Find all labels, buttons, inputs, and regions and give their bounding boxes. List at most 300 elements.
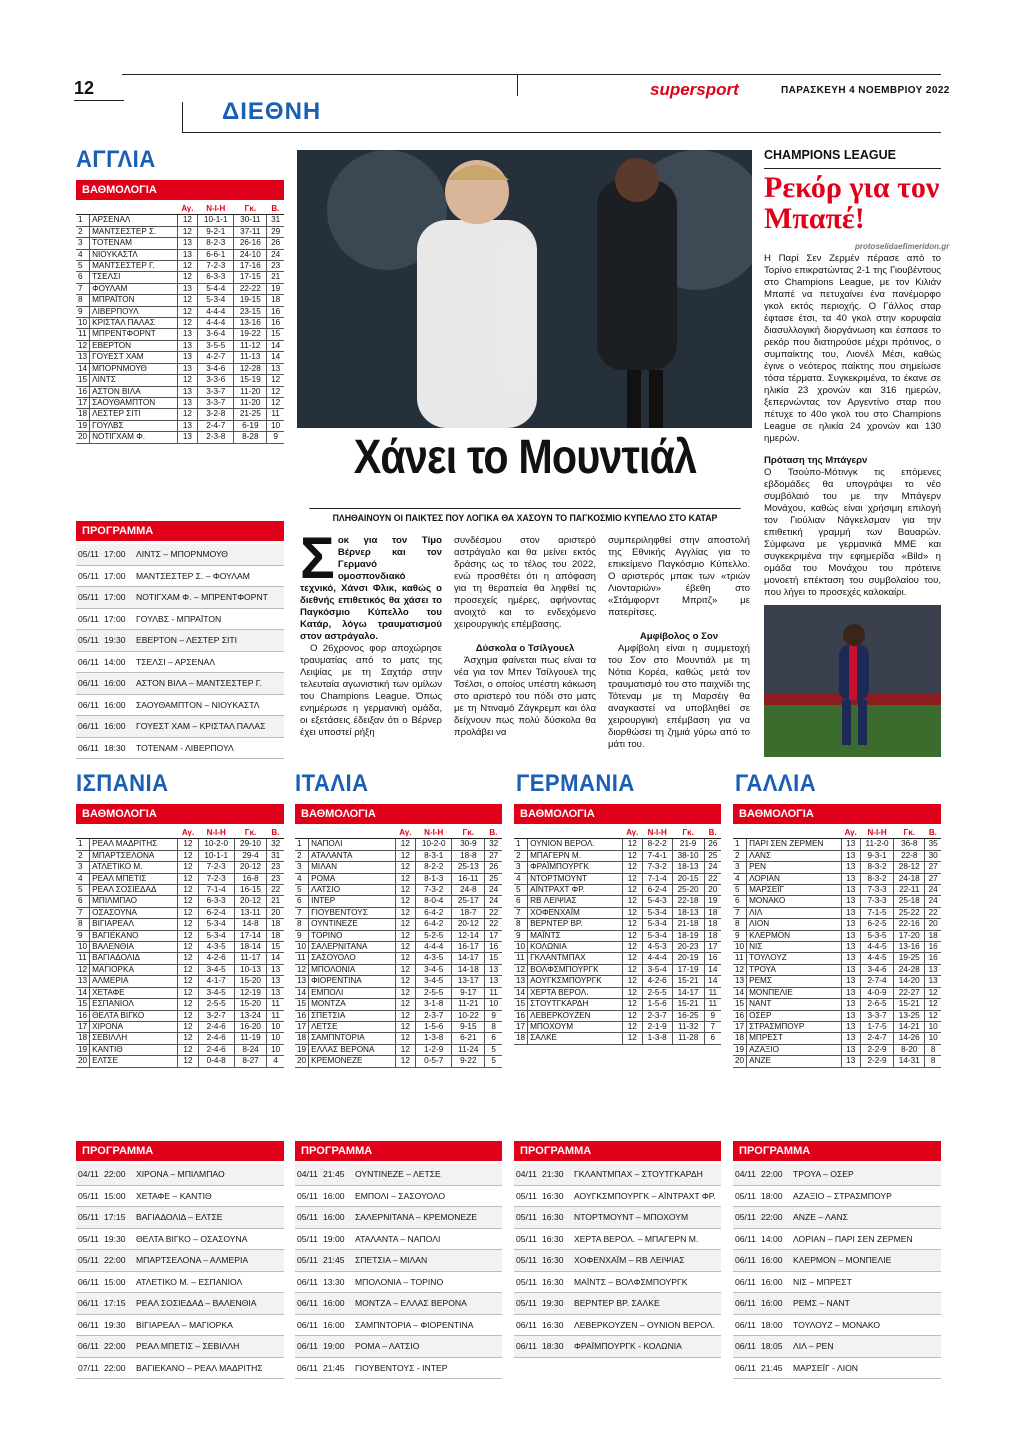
match-time: 21:45: [761, 1362, 783, 1373]
row-team: ΜΠΟΛΟΝΙΑ: [309, 964, 396, 975]
row-goals: 14-8: [234, 919, 267, 930]
row-team: ΛΙΝΤΣ: [90, 375, 178, 386]
row-points: 24: [925, 885, 941, 896]
row-goals: 11-20: [234, 386, 267, 397]
row-points: 16: [267, 318, 284, 329]
table-row: [295, 896, 502, 907]
row-rank: 1: [76, 215, 90, 226]
match-time: 14:00: [104, 656, 126, 667]
table-row: [733, 896, 941, 907]
row-games: 12: [622, 1021, 642, 1032]
page-number-rule: [74, 100, 124, 101]
england-title: ΑΓΓΛΙΑ: [76, 146, 156, 173]
row-rank: 5: [733, 885, 747, 896]
row-team: ΡΟΜΑ: [309, 873, 396, 884]
row-goals: 11-13: [234, 352, 267, 363]
list-item: [733, 1207, 941, 1229]
row-wdl: 4-2-6: [198, 953, 234, 964]
row-goals: 20-12: [234, 896, 267, 907]
match-teams: ΛΙΝΤΣ – ΜΠΟΡΝΜΟΥΘ: [136, 549, 228, 559]
row-wdl: 3-5-4: [642, 964, 672, 975]
row-points: 10: [267, 1044, 284, 1055]
row-points: 32: [267, 839, 284, 850]
row-team: ΕΛΤΣΕ: [90, 1056, 178, 1067]
match-date: 06/11: [297, 1319, 318, 1330]
row-team: ΑΟΥΓΚΣΜΠΟΥΡΓΚ: [528, 976, 623, 987]
match-date: 05/11: [297, 1255, 318, 1265]
list-item: [295, 1207, 502, 1229]
row-wdl: 7-4-1: [642, 850, 672, 861]
header-rule-top-right: [517, 74, 941, 75]
match-time: 16:30: [542, 1255, 564, 1265]
row-rank: 10: [514, 942, 528, 953]
row-points: 8: [485, 1021, 502, 1032]
france-col-points: Β.: [925, 828, 941, 839]
row-rank: 13: [76, 976, 90, 987]
row-team: ΣΑΟΥΘΑΜΠΤΟΝ: [90, 397, 178, 408]
row-games: 12: [622, 953, 642, 964]
match-teams: ΣΑΟΥΘΑΜΠΤΟΝ – ΝΙΟΥΚΑΣΤΛ: [136, 699, 260, 710]
row-wdl: 3-3-7: [198, 397, 234, 408]
match-date: 05/11: [516, 1233, 537, 1244]
row-rank: 4: [295, 873, 309, 884]
row-games: 12: [622, 942, 642, 953]
row-games: 13: [841, 885, 860, 896]
row-wdl: 3-1-8: [416, 999, 452, 1010]
match-date: 06/11: [516, 1319, 537, 1330]
row-team: ΡΕΝ: [747, 862, 841, 873]
row-wdl: 4-5-3: [642, 942, 672, 953]
row-games: 13: [841, 839, 860, 850]
row-games: 12: [622, 1010, 642, 1021]
row-wdl: 3-2-7: [198, 1010, 234, 1021]
row-games: 12: [178, 964, 198, 975]
match-time: 19:00: [323, 1233, 345, 1244]
row-team: ΛΕΒΕΡΚΟΥΖΕΝ: [528, 1010, 623, 1021]
row-points: 23: [267, 873, 284, 884]
table-row: [733, 987, 941, 998]
header-date: ΠΑΡΑΣΚΕΥΗ 4 ΝΟΕΜΒΡΙΟΥ 2022: [781, 85, 950, 96]
match-time: 22:00: [104, 1341, 126, 1351]
table-row: [514, 873, 721, 884]
match-time: 16:00: [761, 1298, 783, 1308]
row-games: 12: [622, 987, 642, 998]
row-wdl: 2-2-9: [860, 1044, 893, 1055]
list-item: [295, 1272, 502, 1294]
row-points: 24: [704, 862, 721, 873]
side-kicker-rule: [764, 168, 941, 169]
row-goals: 23-15: [234, 306, 267, 317]
row-games: 12: [395, 919, 415, 930]
row-points: 12: [925, 987, 941, 998]
list-item: [295, 1250, 502, 1272]
row-rank: 4: [733, 873, 747, 884]
row-rank: 14: [514, 987, 528, 998]
row-wdl: 3-4-5: [416, 964, 452, 975]
section-title: ΔΙΕΘΝΗ: [222, 98, 322, 125]
row-wdl: 5-2-5: [416, 930, 452, 941]
article-p2: συνδέσμου στον αριστερό αστράγαλο και θα μείνει εκτός δράσης ως το τέλος του 2022, ενώ προσθέτει ότι η απόφαση για τη θεραπεία θα ληφθεί τις προσεχείς ημέρες, αφήνοντας ανοιχτό και το ενδεχόμενο χειρουργικής επέμβασης.: [454, 535, 596, 630]
side-watermark: protoselidaefimeridon.gr: [855, 242, 950, 251]
match-teams: ΑΤΛΕΤΙΚΟ Μ. – ΕΣΠΑΝΙΟΛ: [136, 1276, 243, 1287]
table-row: [76, 907, 284, 918]
row-goals: 17-19: [672, 964, 704, 975]
row-points: 26: [704, 839, 721, 850]
row-rank: 8: [76, 919, 90, 930]
row-games: 12: [622, 919, 642, 930]
row-games: 12: [177, 295, 197, 306]
row-points: 18: [925, 930, 941, 941]
match-time: 22:00: [104, 1255, 126, 1265]
match-teams: ΧΟΦΕΝΧΑΪΜ – RB ΛΕΙΨΙΑΣ: [574, 1255, 685, 1265]
side-kicker: CHAMPIONS LEAGUE: [764, 148, 896, 162]
row-wdl: 3-4-6: [860, 964, 893, 975]
row-rank: 1: [295, 839, 309, 850]
france-schedule: [733, 1164, 941, 1379]
france-standings-bar: ΒΑΘΜΟΛΟΓΙΑ: [733, 804, 941, 824]
row-wdl: 2-4-6: [198, 1021, 234, 1032]
row-goals: 16-11: [452, 873, 485, 884]
row-team: ΟΣΑΣΟΥΝΑ: [90, 907, 178, 918]
row-points: 18: [704, 919, 721, 930]
row-points: 16: [925, 942, 941, 953]
match-date: 04/11: [297, 1169, 318, 1179]
row-games: 12: [622, 850, 642, 861]
match-teams: ΡΕΜΣ – ΝΑΝΤ: [793, 1298, 850, 1308]
france-col-team: [747, 828, 841, 839]
england-standings-table: [76, 204, 284, 444]
row-goals: 25-18: [894, 896, 925, 907]
table-row: [76, 930, 284, 941]
match-date: 05/11: [735, 1212, 756, 1222]
italy-title: ΙΤΑΛΙΑ: [295, 770, 369, 797]
match-date: 05/11: [78, 1212, 99, 1222]
table-row: [295, 987, 502, 998]
spain-standings-bar: ΒΑΘΜΟΛΟΓΙΑ: [76, 804, 284, 824]
row-points: 30: [925, 850, 941, 861]
match-teams: ΤΣΕΛΣΙ – ΑΡΣΕΝΑΛ: [136, 656, 216, 667]
row-rank: 16: [295, 1010, 309, 1021]
row-games: 12: [622, 999, 642, 1010]
row-team: ΚΑΝΤΙΘ: [90, 1044, 178, 1055]
list-item: [514, 1250, 721, 1272]
row-goals: 11-12: [234, 340, 267, 351]
row-wdl: 7-3-3: [860, 896, 893, 907]
row-team: ΙΝΤΕΡ: [309, 896, 396, 907]
row-games: 12: [622, 896, 642, 907]
germany-col-games: Αγ.: [622, 828, 642, 839]
row-team: ΑΛΜΕΡΙΑ: [90, 976, 178, 987]
list-item: [514, 1207, 721, 1229]
row-points: 22: [485, 919, 502, 930]
row-points: 14: [267, 352, 284, 363]
row-goals: 18-19: [672, 930, 704, 941]
match-date: 06/11: [297, 1341, 318, 1351]
italy-col-games: Αγ.: [395, 828, 415, 839]
match-time: 16:30: [542, 1212, 564, 1222]
row-team: ΜΟΝΤΖΑ: [309, 999, 396, 1010]
row-wdl: 6-2-5: [860, 919, 893, 930]
list-item: [76, 1336, 284, 1358]
row-goals: 18-14: [234, 942, 267, 953]
row-team: ΒΑΛΕΝΘΙΑ: [90, 942, 178, 953]
row-rank: 14: [76, 363, 90, 374]
table-row: [733, 1056, 941, 1067]
match-teams: ΡΕΑΛ ΣΟΣΙΕΔΑΔ – ΒΑΛΕΝΘΙΑ: [136, 1298, 257, 1308]
row-games: 12: [395, 953, 415, 964]
side-photo: [764, 605, 941, 757]
match-teams: ΕΒΕΡΤΟΝ – ΛΕΣΤΕΡ ΣΙΤΙ: [136, 635, 238, 645]
table-row: [76, 226, 284, 237]
row-team: ΦΡΑΪΜΠΟΥΡΓΚ: [528, 862, 623, 873]
row-wdl: 7-1-4: [198, 885, 234, 896]
row-rank: 2: [733, 850, 747, 861]
row-games: 13: [177, 363, 197, 374]
row-goals: 8-27: [234, 1056, 267, 1067]
row-goals: 14-18: [452, 964, 485, 975]
row-goals: 29-4: [234, 850, 267, 861]
match-time: 16:00: [104, 721, 126, 731]
row-team: ΕΒΕΡΤΟΝ: [90, 340, 178, 351]
row-wdl: 1-2-9: [416, 1044, 452, 1055]
match-time: 16:30: [542, 1276, 564, 1287]
match-teams: ΜΑΝΤΣΕΣΤΕΡ Σ. – ΦΟΥΛΑΜ: [136, 570, 250, 581]
row-wdl: 4-4-4: [198, 318, 234, 329]
row-points: 13: [485, 976, 502, 987]
row-team: ΤΟΡΙΝΟ: [309, 930, 396, 941]
table-row: [295, 1056, 502, 1067]
row-goals: 17-14: [234, 930, 267, 941]
row-goals: 20-23: [672, 942, 704, 953]
row-points: 13: [925, 976, 941, 987]
match-date: 07/11: [78, 1362, 99, 1373]
table-row: [76, 987, 284, 998]
italy-col-points: Β.: [485, 828, 502, 839]
match-date: 05/11: [297, 1233, 318, 1244]
row-team: ΟΥΝΤΙΝΕΖΕ: [309, 919, 396, 930]
germany-schedule: [514, 1164, 721, 1358]
row-team: ΜΙΛΑΝ: [309, 862, 396, 873]
match-teams: ΛΙΛ – ΡΕΝ: [793, 1341, 834, 1351]
table-row: [733, 885, 941, 896]
row-rank: 10: [733, 942, 747, 953]
table-row: [76, 976, 284, 987]
row-rank: 8: [514, 919, 528, 930]
row-points: 8: [925, 1056, 941, 1067]
row-goals: 17-16: [234, 261, 267, 272]
row-goals: 9-22: [452, 1056, 485, 1067]
row-games: 12: [177, 318, 197, 329]
row-rank: 9: [76, 930, 90, 941]
row-rank: 9: [76, 306, 90, 317]
row-points: 9: [704, 1010, 721, 1021]
row-rank: 7: [733, 907, 747, 918]
row-wdl: 5-3-4: [198, 919, 234, 930]
england-header-row: [76, 204, 284, 215]
row-games: 12: [178, 1056, 198, 1067]
match-date: 06/11: [78, 1276, 99, 1287]
germany-col-wdl: Ν-Ι-Η: [642, 828, 672, 839]
row-rank: 17: [733, 1021, 747, 1032]
row-games: 12: [177, 226, 197, 237]
row-team: ΧΕΤΑΦΕ: [90, 987, 178, 998]
list-item: [295, 1164, 502, 1186]
row-games: 12: [178, 907, 198, 918]
row-team: ΒΑΓΙΕΚΑΝΟ: [90, 930, 178, 941]
list-item: [76, 673, 284, 695]
match-time: 16:30: [542, 1319, 564, 1330]
row-wdl: 6-6-1: [198, 249, 234, 260]
row-points: 18: [704, 930, 721, 941]
row-goals: 22-11: [894, 885, 925, 896]
row-goals: 11-28: [672, 1033, 704, 1044]
row-games: 12: [395, 850, 415, 861]
row-points: 27: [925, 873, 941, 884]
match-time: 16:00: [323, 1212, 345, 1222]
row-wdl: 7-2-3: [198, 873, 234, 884]
list-item: [733, 1186, 941, 1208]
row-team: ΣΠΕΤΣΙΑ: [309, 1010, 396, 1021]
article-p4: συμπεριληφθεί στην αποστολή της Εθνικής Αγγλίας για το επικείμενο Παγκόσμιο Κύπελλο. Ο αριστερός μπακ των «τριών Λιονταριών» έβεθη στο «Στάμφορντ Μπριτζ» με πατερίτσες.: [608, 535, 750, 618]
table-row: [76, 215, 284, 226]
row-team: ΑΡΣΕΝΑΛ: [90, 215, 178, 226]
table-row: [295, 907, 502, 918]
match-teams: ΣΑΛΕΡΝΙΤΑΝΑ – ΚΡΕΜΟΝΕΖΕ: [355, 1212, 478, 1222]
row-rank: 16: [733, 1010, 747, 1021]
match-teams: ΜΠΟΛΟΝΙΑ – ΤΟΡΙΝΟ: [355, 1276, 444, 1287]
row-goals: 26-16: [234, 238, 267, 249]
match-date: 06/11: [735, 1255, 756, 1265]
match-time: 16:00: [323, 1298, 345, 1308]
row-games: 12: [395, 999, 415, 1010]
row-rank: 12: [514, 964, 528, 975]
row-rank: 15: [733, 999, 747, 1010]
table-row: [76, 249, 284, 260]
row-wdl: 5-3-4: [198, 295, 234, 306]
row-goals: 22-16: [894, 919, 925, 930]
row-rank: 19: [76, 1044, 90, 1055]
row-goals: 18-8: [452, 850, 485, 861]
row-rank: 19: [733, 1044, 747, 1055]
row-wdl: 2-3-7: [642, 1010, 672, 1021]
row-rank: 13: [514, 976, 528, 987]
row-points: 11: [485, 987, 502, 998]
row-wdl: 3-3-6: [198, 375, 234, 386]
row-team: ΟΥΝΙΟΝ ΒΕΡΟΛ.: [528, 839, 623, 850]
article-col-1: [300, 526, 442, 739]
row-team: ΡΕΑΛ ΜΑΔΡΙΤΗΣ: [90, 839, 178, 850]
article-p1: Ο 26χρονος φορ αποχώρησε τραυματίας από το ματς της Λειψίας με τη Σαχτάρ στην τελευταία αγωνιστική των ομίλων του Champions League. Όπως ενημέρωσε η γερμανική ομάδα, οι εξετάσεις έδειξαν ότι ο Βέρνερ έχει υποστεί ρήξη: [300, 643, 442, 738]
list-item: [514, 1229, 721, 1251]
row-goals: 25-20: [672, 885, 704, 896]
row-team: ΕΛΛΑΣ ΒΕΡΟΝΑ: [309, 1044, 396, 1055]
table-row: [295, 953, 502, 964]
row-goals: 11-24: [452, 1044, 485, 1055]
row-games: 12: [622, 964, 642, 975]
row-points: 15: [267, 942, 284, 953]
row-team: ΑΤΑΛΑΝΤΑ: [309, 850, 396, 861]
row-wdl: 2-3-8: [198, 432, 234, 443]
row-goals: 22-8: [894, 850, 925, 861]
spain-schedule: [76, 1164, 284, 1379]
row-rank: 4: [76, 249, 90, 260]
row-wdl: 2-4-6: [198, 1033, 234, 1044]
match-date: 05/11: [78, 1255, 99, 1265]
row-team: ΛΕΤΣΕ: [309, 1021, 396, 1032]
match-time: 16:30: [542, 1233, 564, 1244]
row-points: 17: [485, 930, 502, 941]
row-team: ΒΑΓΙΑΔΟΛΙΔ: [90, 953, 178, 964]
row-goals: 15-21: [672, 976, 704, 987]
row-wdl: 7-2-3: [198, 261, 234, 272]
table-row: [76, 896, 284, 907]
row-goals: 37-11: [234, 226, 267, 237]
row-points: 22: [704, 873, 721, 884]
row-games: 13: [841, 1033, 860, 1044]
row-rank: 20: [733, 1056, 747, 1067]
match-date: 04/11: [516, 1169, 537, 1179]
row-goals: 10-22: [452, 1010, 485, 1021]
table-row: [733, 942, 941, 953]
row-games: 13: [841, 907, 860, 918]
row-wdl: 2-2-9: [860, 1056, 893, 1067]
row-team: ΜΠΟΧΟΥΜ: [528, 1021, 623, 1032]
row-points: 10: [925, 1033, 941, 1044]
match-time: 16:00: [761, 1255, 783, 1265]
row-rank: 12: [295, 964, 309, 975]
row-wdl: 2-7-4: [860, 976, 893, 987]
row-team: ΦΟΥΛΑΜ: [90, 283, 178, 294]
row-team: ΓΚΛΑΝΤΜΠΑΧ: [528, 953, 623, 964]
match-time: 18:00: [761, 1319, 783, 1330]
row-team: ΚΛΕΡΜΟΝ: [747, 930, 841, 941]
row-games: 13: [841, 1010, 860, 1021]
row-rank: 20: [76, 432, 90, 443]
row-points: 32: [485, 839, 502, 850]
row-goals: 36-8: [894, 839, 925, 850]
france-col-wdl: Ν-Ι-Η: [860, 828, 893, 839]
row-rank: 8: [733, 919, 747, 930]
row-team: ΚΡΙΣΤΑΛ ΠΑΛΑΣ: [90, 318, 178, 329]
list-item: [514, 1293, 721, 1315]
list-item: [76, 1164, 284, 1186]
side-p1: Η Παρί Σεν Ζερμέν πέρασε από το Τορίνο επικρατώντας 2-1 της Γιουβέντους στο Champions League, με τον Κιλιάν Μπαπέ να πετυχαίνει ένα πανέμορφο γκολ εκτός περιοχής. Ο Γάλλος σταρ έφτασε έτσι, τα 40 γκολ στην κορυφαία διασυλλογική διοργάνωση και έσπασε το ρεκόρ που διατηρούσε μέχρι πρότινος, ο συμπαίκτης του, Λιονέλ Μέσι, καθώς έγινε ο νεότερος παίκτης που σημείωσε τόσα τέρματα. Συγκεκριμένα, το έκανε σε ηλικία 23 χρονών και 316 ημερών, ξεπερνώντας τον Αργεντίνο σταρ που πέτυχε το 40ο γκολ του στο Champions League σε ηλικία 24 χρονών και 130 ημερών.: [764, 253, 941, 444]
table-row: [514, 885, 721, 896]
match-teams: ΑΣΤΟΝ ΒΙΛΑ – ΜΑΝΤΣΕΣΤΕΡ Γ.: [136, 678, 262, 688]
italy-col-team: [309, 828, 396, 839]
match-teams: ΤΡΟΥΑ – ΟΣΕΡ: [793, 1169, 854, 1179]
table-row: [295, 1044, 502, 1055]
table-row: [514, 907, 721, 918]
row-points: 31: [267, 215, 284, 226]
row-rank: 3: [76, 862, 90, 873]
row-games: 12: [395, 896, 415, 907]
row-wdl: 10-1-1: [198, 215, 234, 226]
row-goals: 8-20: [894, 1044, 925, 1055]
row-team: ΤΟΥΛΟΥΖ: [747, 953, 841, 964]
row-points: 22: [267, 885, 284, 896]
row-team: ΜΠΙΛΜΠΑΟ: [90, 896, 178, 907]
row-points: 18: [267, 930, 284, 941]
table-row: [76, 942, 284, 953]
row-team: ΣΤΟΥΤΓΚΑΡΔΗ: [528, 999, 623, 1010]
match-teams: ΜΟΝΤΖΑ – ΕΛΛΑΣ ΒΕΡΟΝΑ: [355, 1298, 467, 1308]
match-teams: ΜΠΑΡΤΣΕΛΟΝΑ – ΑΛΜΕΡΙΑ: [136, 1255, 249, 1265]
row-rank: 13: [295, 976, 309, 987]
row-wdl: 4-4-5: [860, 953, 893, 964]
row-goals: 21-9: [672, 839, 704, 850]
table-row: [76, 850, 284, 861]
